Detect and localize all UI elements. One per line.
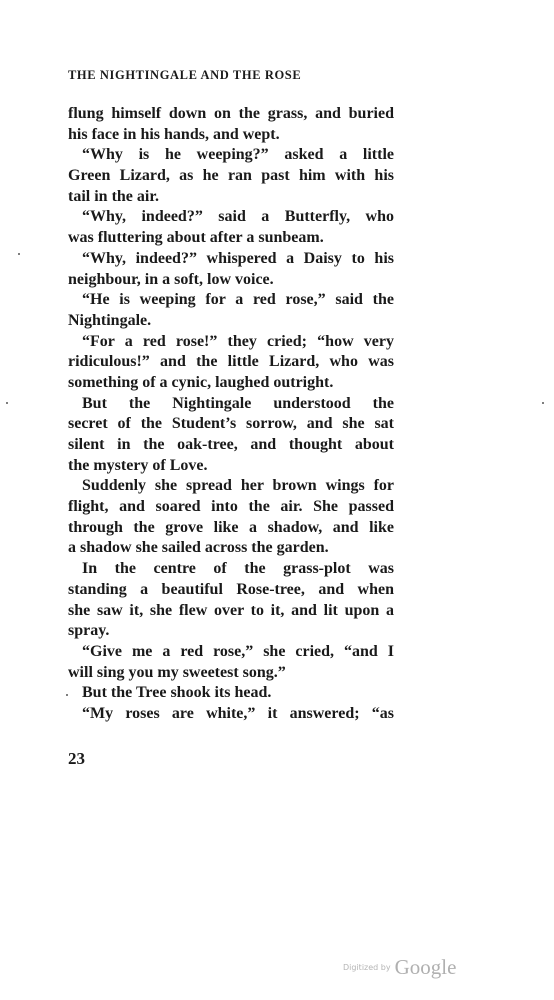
scan-speck [6,402,8,404]
text-line: will sing you my sweetest song.” [68,663,286,681]
text-line: ridiculous!” and the little Lizard, who was [68,353,394,371]
text-line: But the Tree shook its head. [82,684,272,702]
text-line: “My roses are white,” it answered; “as [82,704,394,722]
text-line: Suddenly she spread her brown wings for [82,477,394,495]
text-line: secret of the Student’s sorrow, and she sat [68,415,394,433]
text-line: she saw it, she flew over to it, and lit upon a [68,601,394,619]
page-number: 23 [68,749,85,768]
text-line: was fluttering about after a sunbeam. [68,229,324,247]
text-line: standing a beautiful Rose-tree, and when [68,580,394,598]
scan-speck [18,253,20,255]
text-line: flung himself down on the grass, and buried [68,105,394,122]
text-line: something of a cynic, laughed outright. [68,373,334,391]
text-line: “Give me a red rose,” she cried, “and I [82,642,394,660]
text-line: spray. [68,622,110,640]
google-logo: Google [394,955,457,979]
text-line: In the centre of the grass-plot was [82,560,394,578]
running-head: THE NIGHTINGALE AND THE ROSE [68,68,302,82]
text-line: “He is weeping for a red rose,” said the [82,291,394,309]
text-line: silent in the oak-tree, and thought about [68,436,394,453]
text-line: “For a red rose!” they cried; “how very [82,332,394,350]
text-line: “Why is he weeping?” asked a little [82,146,394,164]
text-line: a shadow she sailed across the garden. [68,539,329,557]
scan-speck [66,694,68,696]
watermark-prefix: Digitized by [343,963,391,972]
text-line: flight, and soared into the air. She passed [68,498,394,516]
text-line: neighbour, in a soft, low voice. [68,270,274,288]
scan-speck [542,402,544,404]
text-line: Green Lizard, as he ran past him with his [68,167,394,185]
text-line: the mystery of Love. [68,456,208,474]
text-line: “Why, indeed?” said a Butterfly, who [82,208,394,226]
text-line: But the Nightingale understood the [82,394,394,412]
body-text [68,104,394,725]
text-line: “Why, indeed?” whispered a Daisy to his [82,249,394,267]
text-line: through the grove like a shadow, and like [68,518,394,536]
digitized-by-watermark [343,955,456,980]
text-line: tail in the air. [68,187,159,205]
text-line: his face in his hands, and wept. [68,125,280,143]
text-line: Nightingale. [68,311,152,329]
